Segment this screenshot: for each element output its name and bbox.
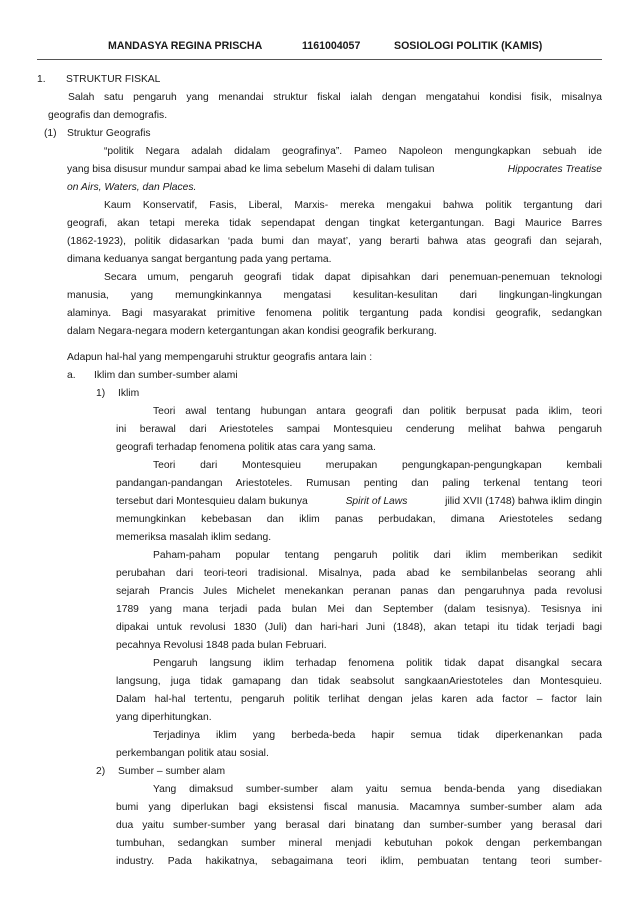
course-title: SOSIOLOGI POLITIK (KAMIS) (394, 40, 543, 52)
paragraph-line: yang diperhitungkan. (116, 712, 212, 723)
paragraph-line: alaminya. Bagi masyarakat primitive fenomena politik tergantung pada kondisi geografik, sedangkan (67, 308, 602, 319)
paragraph-line: tumbuhan, sedangkan sumber mineral menjadi kebutuhan pokok dengan perkembangan (116, 838, 602, 849)
paragraph-line: perubahan dari teori-teori tradisional. Misalnya, pada abad ke sembilanbelas seorang ahli (116, 568, 602, 579)
paragraph-line: memungkinkan kebebasan dan iklim panas perbudakan, dimana Ariestoteles sedang (116, 514, 602, 525)
paragraph-line: Teori dari Montesquieu merupakan pengungkapan-pengungkapan kembali (153, 460, 602, 471)
paragraph-line: Adapun hal-hal yang mempengaruhi struktur geografis antara lain : (67, 352, 373, 363)
page-header (0, 40, 638, 56)
list-title: Iklim (118, 388, 140, 399)
paragraph-line: “politik Negara adalah didalam geografinya”. Pameo Napoleon mengungkapkan sebuah ide (104, 146, 602, 157)
book-title: Spirit of Laws (345, 496, 408, 507)
list-number: 1) (96, 388, 106, 399)
paragraph-line: Salah satu pengaruh yang menandai struktur fiskal ialah dengan mengatahui kondisi fisik, misalnya (68, 92, 602, 103)
paragraph-line: manusia, yang memungkinkannya mengatasi kesulitan-kesulitan dari lingkungan-lingkungan (67, 290, 602, 301)
paragraph-line: geografi terhadap fenomena politik atas cara yang sama. (116, 442, 376, 453)
student-id: 1161004057 (302, 40, 361, 52)
paragraph-line: Kaum Konservatif, Fasis, Liberal, Marxis- mereka mengakui bahwa politik tergantung dari (104, 200, 602, 211)
book-title: on Airs, Waters, dan Places. (67, 182, 197, 193)
book-title: Hippocrates Treatise (507, 164, 602, 175)
subsection-number: (1) (44, 128, 57, 139)
paragraph-line: dua yaitu sumber-sumber yang berasal dari binatang dan sumber-sumber yang berasal dari (116, 820, 602, 831)
paragraph-line: Paham-paham popular tentang pengaruh politik dari iklim memberikan sedikit (153, 550, 602, 561)
text-run: jilid XVII (1748) bahwa iklim dingin (445, 496, 602, 507)
list-number: 2) (96, 766, 106, 777)
paragraph-line: Teori awal tentang hubungan antara geografi dan politik berpusat pada iklim, teori (153, 406, 602, 417)
list-letter: a. (67, 370, 76, 381)
paragraph-line: industry. Pada hakikatnya, sebagaimana teori iklim, pembuatan tentang teori sumber- (116, 856, 602, 867)
paragraph-line: dimana keduanya sangat bergantung pada yang pertama. (67, 254, 332, 265)
paragraph-line: memeriksa masalah iklim sedang. (116, 532, 272, 543)
paragraph-line (116, 493, 602, 511)
paragraph-line: ini berawal dari Ariestoteles sampai Montesquieu cenderung melihat bahwa pengaruh (116, 424, 602, 435)
list-title: Iklim dan sumber-sumber alami (94, 370, 238, 381)
paragraph-line: dalam Negara-negara modern ketergantungan akan kondisi geografik berkurang. (67, 326, 437, 337)
section-title: STRUKTUR FISKAL (66, 74, 161, 85)
paragraph-line: geografi, akan tetapi mereka tidak sependapat dengan tingkat ketergantungan. Bagi Maurice Barres (67, 218, 602, 229)
paragraph-line: geografis dan demografis. (48, 110, 168, 121)
paragraph-line (67, 161, 602, 179)
paragraph-line: Secara umum, pengaruh geografi tidak dapat dipisahkan dari penemuan-penemuan teknologi (104, 272, 602, 283)
paragraph-line: Yang dimaksud sumber-sumber alam yaitu semua benda-benda yang disediakan (153, 784, 602, 795)
paragraph-line: (1862-1923), politik didasarkan ‘pada bumi dan mayat’, yang berarti bahwa atas geografi dan sejarah, (67, 236, 602, 247)
header-divider (37, 59, 602, 60)
paragraph-line: Pengaruh langsung iklim terhadap fenomena politik tidak dapat disangkal secara (153, 658, 602, 669)
author-name: MANDASYA REGINA PRISCHA (108, 40, 263, 52)
paragraph-line: 1789 yang mana terjadi pada bulan Mei dan September (dalam tesisnya). Tesisnya ini (116, 604, 602, 615)
paragraph-line: bumi yang diperlukan bagi eksistensi fiscal manusia. Macamnya sumber-sumber alam ada (116, 802, 602, 813)
section-number: 1. (37, 74, 46, 85)
subsection-title: Struktur Geografis (67, 128, 151, 139)
paragraph-line: dipakai untuk revolusi 1830 (Juli) dan hari-hari Juni (1848), akan tetapi itu tidak terjadi bagi (116, 622, 602, 633)
paragraph-line: pecahnya Revolusi 1848 pada bulan Februari. (116, 640, 327, 651)
paragraph-line: pandangan-pandangan Ariestoteles. Rumusan penting dan paling terkenal tentang teori (116, 478, 602, 489)
text-run: tersebut dari Montesquieu dalam bukunya (116, 496, 308, 507)
text-run: yang bisa disusur mundur sampai abad ke lima sebelum Masehi di dalam tulisan (67, 164, 435, 175)
paragraph-line: sejarah Prancis Jules Michelet menekankan peranan panas dan pengaruhnya pada revolusi (116, 586, 602, 597)
list-title: Sumber – sumber alam (118, 766, 226, 777)
paragraph-line: Dalam hal-hal tertentu, pengaruh politik terlihat dengan jelas karen ada factor – factor lain (116, 694, 602, 705)
paragraph-line: langsung, juga tidak gamapang dan tidak seabsolut sangkaanAriestoteles dan Montesquieu. (116, 676, 602, 687)
paragraph-line: perkembangan politik atau sosial. (116, 748, 269, 759)
paragraph-line: Terjadinya iklim yang berbeda-beda hapir semua tidak diperkenankan pada (153, 730, 602, 741)
